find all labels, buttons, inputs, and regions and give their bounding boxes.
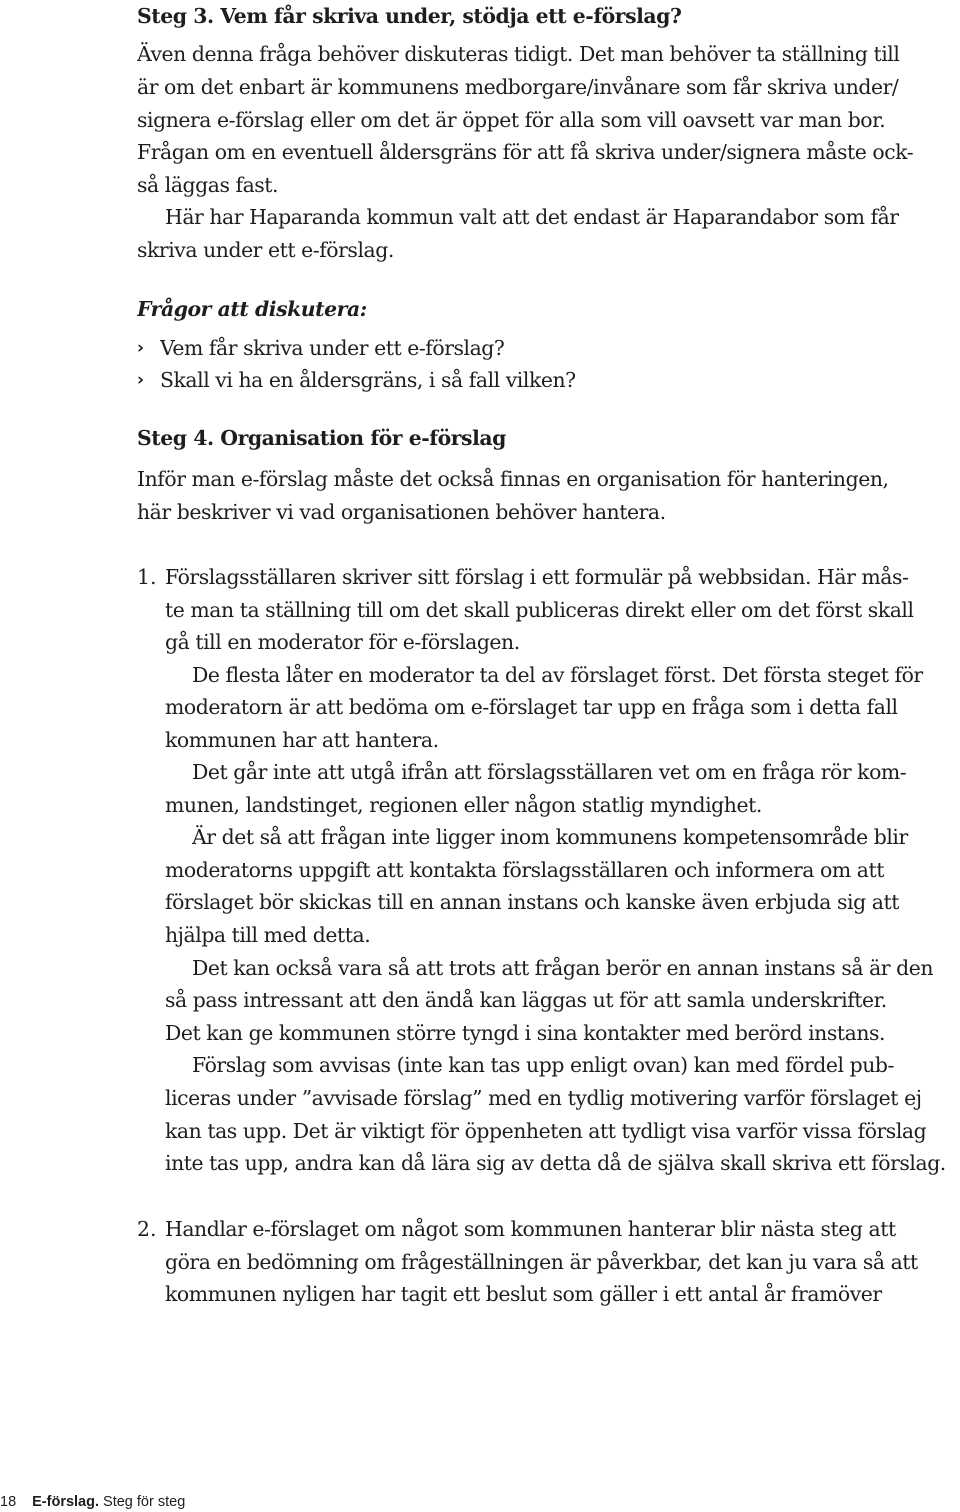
list-item-line: göra en bedömning om frågeställningen är påverkbar, det kan ju vara så att [165, 1250, 918, 1274]
list-item-line: Det kan ge kommunen större tyngd i sina kontakter med berörd instans. [165, 1021, 886, 1045]
page-footer [0, 1492, 185, 1512]
list-item-line: Förslag som avvisas (inte kan tas upp enligt ovan) kan med fördel pub- [192, 1053, 894, 1077]
paragraph-line: Även denna fråga behöver diskuteras tidigt. Det man behöver ta ställning till [137, 42, 900, 66]
list-item-line: moderatorns uppgift att kontakta förslagsställaren och informera om att [165, 858, 884, 882]
page-number: 18 [0, 1494, 17, 1510]
paragraph-line: så läggas fast. [137, 173, 279, 197]
list-item-line: kommunen har att hantera. [165, 728, 439, 752]
list-number: 1. [137, 565, 157, 589]
list-item-line: inte tas upp, andra kan då lära sig av detta då de själva skall skriva ett förslag. [165, 1151, 946, 1175]
list-item-line: liceras under ”avvisade förslag” med en tydlig motivering varför förslaget ej [165, 1086, 922, 1110]
list-number: 2. [137, 1217, 157, 1241]
list-item-line: Det kan också vara så att trots att frågan berör en annan instans så är den [192, 956, 934, 980]
heading-steg-4: Steg 4. Organisation för e-förslag [137, 426, 506, 450]
list-item-line: moderatorn är att bedöma om e-förslaget tar upp en fråga som i detta fall [165, 695, 898, 719]
list-item-line: Förslagsställaren skriver sitt förslag i ett formulär på webbsidan. Här mås- [165, 565, 909, 589]
list-item-line: De flesta låter en moderator ta del av förslaget först. Det första steget för [192, 663, 923, 687]
list-item-line: munen, landstinget, regionen eller någon statlig myndighet. [165, 793, 762, 817]
bullet-item: Skall vi ha en åldersgräns, i så fall vilken? [160, 368, 576, 392]
list-item-line: hjälpa till med detta. [165, 923, 371, 947]
heading-steg-3: Steg 3. Vem får skriva under, stödja ett e-förslag? [137, 4, 682, 28]
list-item-line: kommunen nyligen har tagit ett beslut som gäller i ett antal år framöver [165, 1282, 882, 1306]
list-item-line: så pass intressant att den ändå kan läggas ut för att samla underskrifter. [165, 988, 887, 1012]
paragraph-line: skriva under ett e-förslag. [137, 238, 394, 262]
discussion-heading: Frågor att diskutera: [137, 297, 367, 321]
paragraph-line: signera e-förslag eller om det är öppet för alla som vill oavsett var man bor. [137, 108, 886, 132]
footer-title-bold: E-förslag. [32, 1494, 100, 1510]
bullet-item: Vem får skriva under ett e-förslag? [160, 336, 505, 360]
paragraph-line: här beskriver vi vad organisationen behöver hantera. [137, 500, 666, 524]
list-item-line: Handlar e-förslaget om något som kommunen hanterar blir nästa steg att [165, 1217, 896, 1241]
chevron-right-icon: › [137, 370, 145, 390]
list-item-line: kan tas upp. Det är viktigt för öppenheten att tydligt visa varför vissa förslag [165, 1119, 927, 1143]
paragraph-line: Frågan om en eventuell åldersgräns för att få skriva under/signera måste ock- [137, 140, 914, 164]
paragraph-line: Inför man e-förslag måste det också finnas en organisation för hanteringen, [137, 467, 889, 491]
list-item-line: te man ta ställning till om det skall publiceras direkt eller om det först skall [165, 598, 914, 622]
paragraph-line: Här har Haparanda kommun valt att det endast är Haparandabor som får [165, 205, 899, 229]
list-item-line: förslaget bör skickas till en annan instans och kanske även erbjuda sig att [165, 890, 899, 914]
list-item-line: gå till en moderator för e-förslagen. [165, 630, 520, 654]
list-item-line: Det går inte att utgå ifrån att förslagsställaren vet om en fråga rör kom- [192, 760, 907, 784]
chevron-right-icon: › [137, 338, 145, 358]
footer-title: Steg för steg [99, 1494, 186, 1510]
paragraph-line: är om det enbart är kommunens medborgare/invånare som får skriva under/ [137, 75, 899, 99]
list-item-line: Är det så att frågan inte ligger inom kommunens kompetensområde blir [192, 825, 908, 849]
